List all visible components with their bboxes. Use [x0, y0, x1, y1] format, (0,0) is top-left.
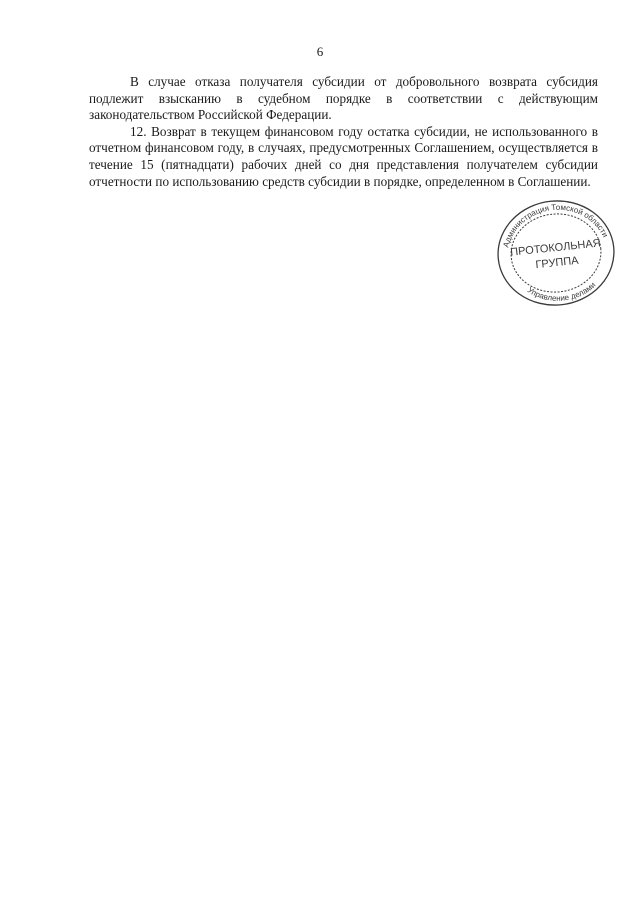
stamp-center-line2: ГРУППА [534, 254, 580, 272]
paragraph-refusal-recovery: В случае отказа получателя субсидии от добровольного возврата субсидия подлежит взысканию в судебном порядке в соответствии с действующим законодательством Российской Федерации. [89, 74, 598, 123]
page-number: 6 [316, 44, 324, 59]
document-body [89, 74, 598, 190]
protocol-group-stamp [494, 196, 618, 310]
paragraph-12-return-of-balance: 12. Возврат в текущем финансовом году остатка субсидии, не использованного в отчетном финансовом году, в случаях, предусмотренных Соглашением, осуществляется в течение 15 (пятнадцати) рабочих дней со дня представления получателем субсидии отчетности по использованию средств субсидии в порядке, определенном в Соглашении. [89, 123, 598, 189]
stamp-center-line1: ПРОТОКОЛЬНАЯ [509, 237, 602, 259]
stamp-ring-top-text: Администрация Томской области [501, 202, 610, 249]
stamp-ring-bottom-text: Управление делами [525, 280, 598, 303]
